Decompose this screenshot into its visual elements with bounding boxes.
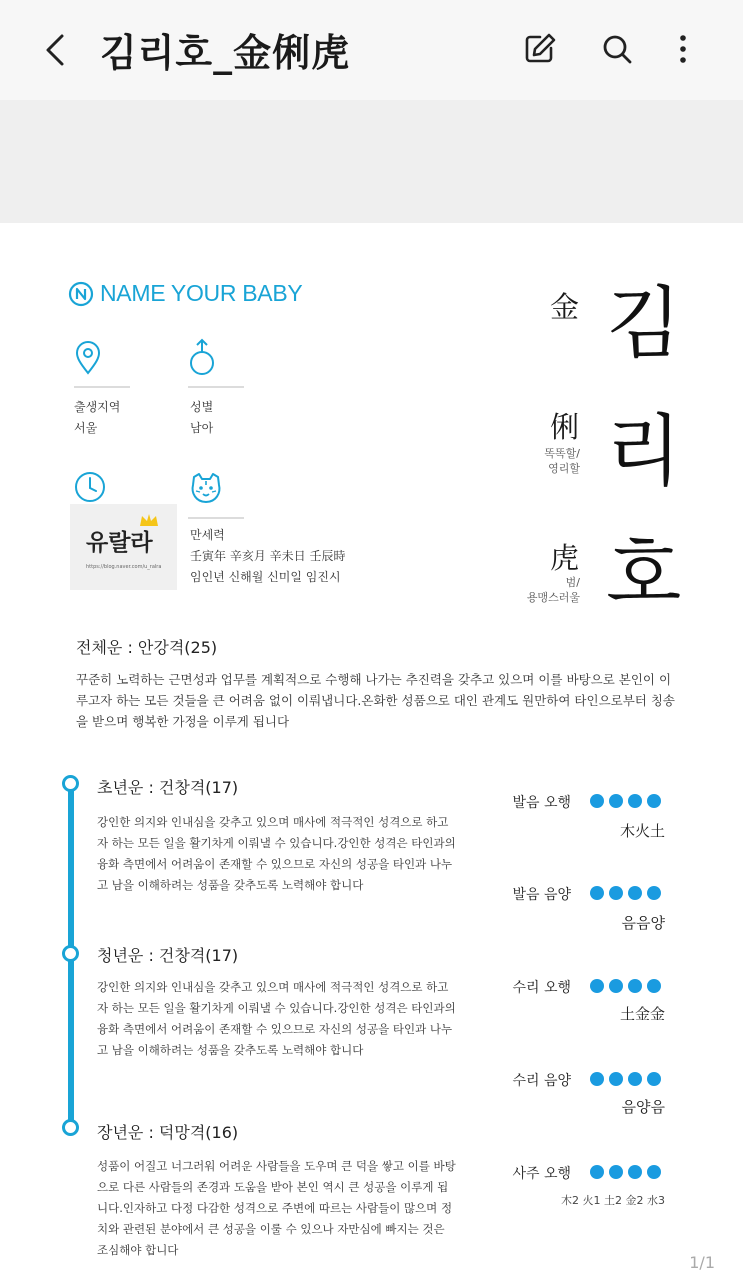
- rating-dots: [590, 1072, 666, 1086]
- more-vertical-icon: [663, 29, 703, 69]
- rating-label: 수리 음양: [512, 1073, 571, 1089]
- search-icon: [597, 29, 637, 69]
- stamp-url: https://blog.naver.com/u_ralra: [86, 564, 162, 570]
- birthplace-label: 출생지역: [74, 400, 121, 414]
- rating-dot: [590, 1072, 604, 1086]
- brand-logo: [68, 280, 302, 307]
- rating-dot: [609, 1072, 623, 1086]
- app-bar: [0, 0, 743, 100]
- viewer-toolbar-band: [0, 100, 743, 223]
- rating-dot: [628, 1165, 642, 1179]
- page-title: 김리호_金俐虎: [100, 31, 351, 75]
- rating-dot: [590, 979, 604, 993]
- rating-label: 사주 오행: [512, 1166, 571, 1182]
- brand-name: NAME YOUR BABY: [100, 280, 303, 306]
- early-fortune-text: 강인한 의지와 인내심을 갖추고 있으며 매사에 적극적인 성격으로 하고자 하는 모든 일을 활기차게 이뤄낼 수 있습니다.강인한 성격은 타인과의 융화 측면에서 어려움이 존재할 수 있으므로 자신의 성공을 타인과 나누고 남을 이해하려는 성품을 갖추도록 노력해야 합니다: [97, 815, 456, 892]
- rating-value: 土金金: [619, 1005, 665, 1023]
- birthplace-value: 서울: [74, 421, 98, 435]
- hangul-syllable-3: 호: [606, 530, 682, 620]
- gender-label: 성별: [190, 400, 214, 414]
- manse-label: 만세력: [190, 528, 225, 542]
- hanja-char-1: 金: [550, 290, 580, 324]
- gender-value: 남아: [190, 421, 214, 435]
- rating-dot: [647, 794, 661, 808]
- early-fortune-heading: 초년운 : 건창격(17): [97, 778, 239, 797]
- hanja-char-2: 俐: [550, 410, 580, 444]
- youth-fortune-heading: 청년운 : 건창격(17): [97, 946, 239, 965]
- document-page[interactable]: [0, 223, 743, 1277]
- timeline-node: [62, 945, 79, 962]
- location-pin-icon: [74, 341, 102, 379]
- rating-dot: [647, 1165, 661, 1179]
- total-fortune-text: 꾸준히 노력하는 근면성과 업무를 계획적으로 수행해 나가는 추진력을 갖추고 있으며 이를 바탕으로 본인이 이루고자 하는 모든 것들을 큰 어려움 없이 이뤄냅니다.온화한 성품으로 대인 관계도 원만하여 타인으로부터 칭송을 받으며 행복한 가정을 이루게 됩니다: [76, 672, 676, 729]
- crown-icon: [138, 512, 160, 528]
- rating-dot: [628, 979, 642, 993]
- clock-icon: [74, 471, 106, 507]
- rating-dot: [609, 886, 623, 900]
- edit-pencil-icon: [519, 29, 559, 69]
- timeline-node: [62, 775, 79, 792]
- rating-dot: [590, 1165, 604, 1179]
- rating-dot: [628, 886, 642, 900]
- page-indicator: 1/1: [689, 1253, 715, 1272]
- n-logo-icon: [68, 281, 94, 307]
- search-button[interactable]: [594, 26, 640, 72]
- stamp-text: 유랄라: [86, 530, 153, 556]
- tiger-icon: [188, 471, 224, 509]
- rating-value: 음음양: [621, 914, 665, 932]
- hanja-meaning-3: 범/ 용맹스러울: [526, 576, 580, 604]
- total-fortune-heading: 전체운 : 안강격(25): [76, 638, 218, 657]
- rating-dot: [628, 1072, 642, 1086]
- rating-value: 木2 火1 土2 金2 水3: [561, 1194, 665, 1207]
- hanja-char-3: 虎: [550, 541, 580, 575]
- more-options-button[interactable]: [660, 26, 706, 72]
- edit-button[interactable]: [516, 26, 562, 72]
- rating-dot: [647, 886, 661, 900]
- rating-value: 木火土: [619, 822, 665, 840]
- timeline-node: [62, 1119, 79, 1136]
- manse-hangul: 임인년 신해월 신미일 임진시: [190, 570, 341, 584]
- rating-dot: [609, 1165, 623, 1179]
- rating-label: 수리 오행: [512, 980, 571, 996]
- rating-label: 발음 음양: [512, 887, 571, 903]
- rating-dot: [590, 886, 604, 900]
- middle-age-fortune-text: 성품이 어질고 너그러워 어려운 사람들을 도우며 큰 덕을 쌓고 이를 바탕으로 다른 사람들의 존경과 도움을 받아 본인 역시 큰 성공을 이루게 됩니다.인자하고 다정 다감한 성격으로 주변에 따르는 사람들이 많으며 정치와 관련된 분야에서 큰 성공을 이룰 수 있으나 자만심에 빠지는 것은 조심해야 합니다: [97, 1159, 456, 1257]
- rating-dot: [609, 979, 623, 993]
- hangul-syllable-1: 김: [606, 279, 682, 369]
- hangul-syllable-2: 리: [606, 407, 682, 497]
- rating-label: 발음 오행: [512, 795, 571, 811]
- hanja-meaning-2: 똑똑할/ 영리할: [544, 447, 580, 475]
- rating-dots: [590, 886, 666, 900]
- rating-dot: [590, 794, 604, 808]
- divider: [188, 386, 244, 388]
- manse-hanja: 壬寅年 辛亥月 辛未日 壬辰時: [190, 549, 346, 563]
- middle-age-fortune-heading: 장년운 : 덕망격(16): [97, 1123, 239, 1142]
- divider: [74, 386, 130, 388]
- rating-dot: [647, 979, 661, 993]
- watermark-stamp: [70, 504, 177, 590]
- rating-dots: [590, 979, 666, 993]
- chevron-left-icon[interactable]: [36, 24, 80, 76]
- rating-dots: [590, 794, 666, 808]
- rating-dot: [609, 794, 623, 808]
- rating-value: 음양음: [621, 1098, 665, 1116]
- rating-dots: [590, 1165, 666, 1179]
- divider: [188, 517, 244, 519]
- rating-dot: [628, 794, 642, 808]
- youth-fortune-text: 강인한 의지와 인내심을 갖추고 있으며 매사에 적극적인 성격으로 하고자 하는 모든 일을 활기차게 이뤄낼 수 있습니다.강인한 성격은 타인과의 융화 측면에서 어려움이 존재할 수 있으므로 자신의 성공을 타인과 나누고 남을 이해하려는 성품을 갖추도록 노력해야 합니다: [97, 980, 456, 1057]
- male-icon: [188, 337, 218, 381]
- rating-dot: [647, 1072, 661, 1086]
